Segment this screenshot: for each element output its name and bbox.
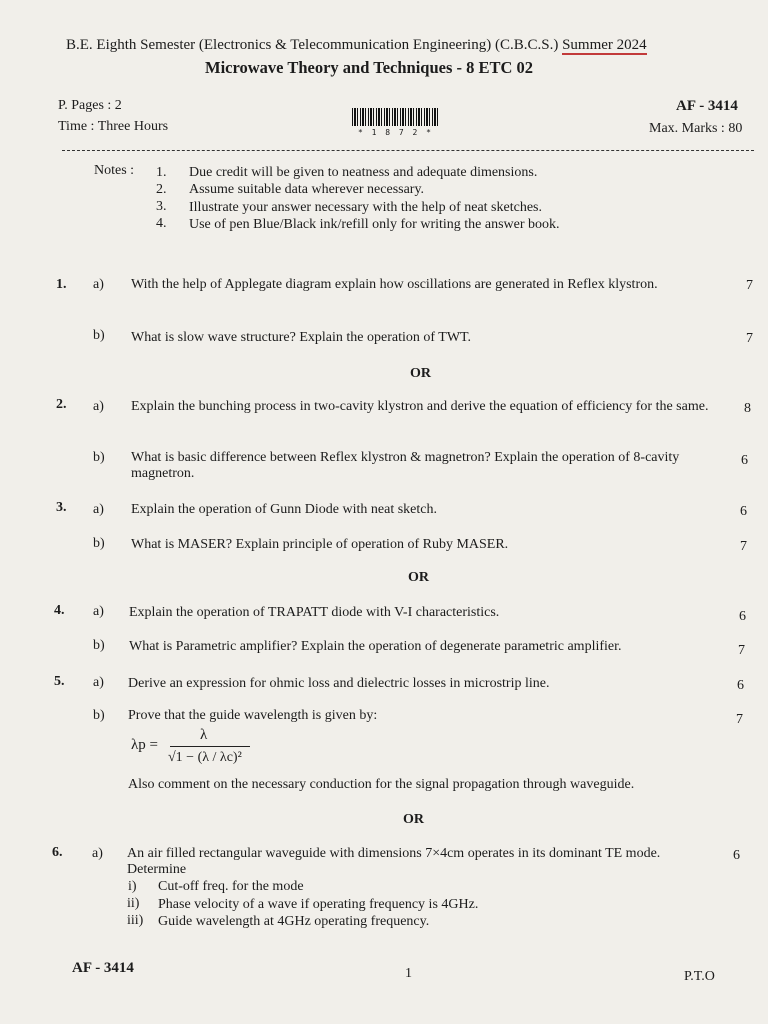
question-marks: 7 — [746, 331, 753, 346]
note-num: 1. — [156, 165, 167, 180]
or-separator: OR — [410, 366, 431, 381]
question-marks: 6 — [740, 504, 747, 519]
question-marks: 8 — [744, 401, 751, 416]
notes-label: Notes : — [94, 163, 135, 178]
question-part: a) — [93, 502, 104, 517]
question-text: Explain the bunching process in two-cavity klystron and derive the equation of efficiency for the same. — [131, 399, 709, 414]
paper-code: AF - 3414 — [676, 98, 738, 114]
question-part: b) — [93, 328, 105, 343]
question-part: a) — [93, 399, 104, 414]
question-part: a) — [92, 846, 103, 861]
question-marks: 6 — [733, 848, 740, 863]
page-number: 1 — [405, 966, 412, 981]
question-marks: 6 — [741, 453, 748, 468]
question-part: a) — [93, 675, 104, 690]
note-text: Illustrate your answer necessary with the help of neat sketches. — [189, 200, 542, 215]
question-text: What is basic difference between Reflex klystron & magnetron? Explain the operation of 8-cavity magnetron. — [131, 450, 680, 481]
question-marks: 7 — [738, 643, 745, 658]
question-text: What is MASER? Explain principle of operation of Ruby MASER. — [131, 537, 509, 552]
subpart-num: i) — [128, 879, 137, 894]
question-part: a) — [93, 277, 104, 292]
subpart-num: iii) — [127, 913, 144, 928]
question-part: b) — [93, 450, 105, 465]
question-marks: 6 — [737, 678, 744, 693]
page-count: P. Pages : 2 — [58, 98, 122, 113]
max-marks: Max. Marks : 80 — [649, 121, 743, 136]
question-text: An air filled rectangular waveguide with dimensions 7×4cm operates in its dominant TE mode. Determine — [127, 846, 661, 877]
time-limit: Time : Three Hours — [58, 119, 169, 134]
question-number: 6. — [52, 845, 63, 860]
question-number: 2. — [56, 397, 67, 412]
question-part: b) — [93, 536, 105, 551]
question-part: b) — [93, 638, 105, 653]
note-num: 4. — [156, 216, 167, 231]
note-text: Due credit will be given to neatness and adequate dimensions. — [189, 165, 538, 180]
note-text: Assume suitable data wherever necessary. — [189, 182, 425, 197]
or-separator: OR — [408, 570, 429, 585]
question-number: 5. — [54, 674, 65, 689]
formula-lhs: λp = — [131, 737, 158, 753]
question-text: Prove that the guide wavelength is given by: — [128, 708, 378, 723]
question-text: What is slow wave structure? Explain the operation of TWT. — [131, 330, 472, 345]
question-marks: 7 — [740, 539, 747, 554]
formula-numerator: λ — [200, 727, 208, 743]
question-number: 1. — [56, 277, 67, 292]
question-text: Explain the operation of Gunn Diode with neat sketch. — [131, 502, 437, 517]
barcode — [352, 108, 438, 126]
question-marks: 6 — [739, 609, 746, 624]
fraction-bar — [170, 746, 250, 747]
or-separator: OR — [403, 812, 424, 827]
footer-code: AF - 3414 — [72, 960, 134, 976]
question-comment: Also comment on the necessary conduction for the signal propagation through waveguide. — [128, 777, 635, 792]
exam-session: Summer 2024 — [562, 37, 647, 53]
question-text: With the help of Applegate diagram explain how oscillations are generated in Reflex klystron. — [131, 277, 658, 292]
header-divider — [62, 150, 754, 151]
note-text: Use of pen Blue/Black ink/refill only for writing the answer book. — [189, 217, 560, 232]
subpart-num: ii) — [127, 896, 140, 911]
question-number: 3. — [56, 500, 67, 515]
subpart-text: Cut-off freq. for the mode — [158, 879, 304, 894]
question-text: What is Parametric amplifier? Explain the operation of degenerate parametric amplifier. — [129, 639, 622, 654]
exam-title: Microwave Theory and Techniques - 8 ETC 02 — [205, 58, 534, 77]
barcode-number: * 1 8 7 2 * — [358, 128, 433, 137]
question-text: Explain the operation of TRAPATT diode with V-I characteristics. — [129, 605, 500, 620]
pto-label: P.T.O — [684, 969, 715, 984]
subpart-text: Phase velocity of a wave if operating frequency is 4GHz. — [158, 897, 479, 912]
note-num: 2. — [156, 182, 167, 197]
exam-heading — [66, 37, 647, 54]
question-part: a) — [93, 604, 104, 619]
note-num: 3. — [156, 199, 167, 214]
question-number: 4. — [54, 603, 65, 618]
subpart-text: Guide wavelength at 4GHz operating frequency. — [158, 914, 430, 929]
formula-denominator: √1 − (λ / λc)² — [168, 750, 242, 765]
question-marks: 7 — [746, 278, 753, 293]
question-marks: 7 — [736, 712, 743, 727]
question-text: Derive an expression for ohmic loss and dielectric losses in microstrip line. — [128, 676, 550, 691]
question-part: b) — [93, 708, 105, 723]
exam-course: B.E. Eighth Semester (Electronics & Telecommunication Engineering) (C.B.C.S.) — [66, 37, 559, 53]
